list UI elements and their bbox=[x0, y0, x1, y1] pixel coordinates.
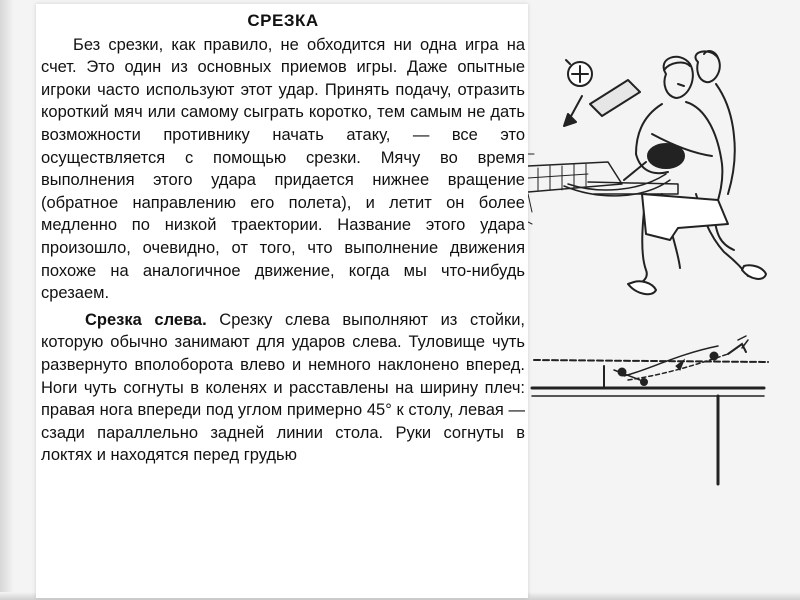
trajectory-diagram bbox=[532, 336, 768, 484]
text-panel bbox=[36, 4, 528, 598]
paragraph-body: Срезку слева выполняют из стойки, которую обычно занимают для ударов слева. Туловище чуть развернуто вполоборота влево и немного наклонено вперед. Ноги чуть согнуты в коленях и расставлены на ширину плеч: правая нога впереди под углом примерно 45° к столу, левая — сзади параллельно задней линии стола. Руки согнуты в локтях и находятся перед грудью bbox=[41, 310, 525, 465]
paragraph-intro: Без срезки, как правило, не обходится ни одна игра на счет. Это один из основных приемов игры. Даже опытные игроки часто используют этот удар. Принять подачу, отразить короткий мяч или самому сыграть коротко, тем самым не дать возможности противнику начать атаку, — все это осуществляется с помощью срезки. Мячу во время выполнения этого удара придается нижнее вращение (обратное направлению его полета), и летит он более медленно по низкой траектории. Название этого удара произошло, очевидно, от того, что выполнение движения похоже на аналогичное движение, когда мы что-нибудь срезаем. bbox=[41, 35, 525, 303]
slide-left-edge bbox=[0, 0, 14, 600]
stopwatch-icon bbox=[566, 60, 592, 86]
text-content bbox=[41, 10, 525, 467]
paragraph-heading: Срезка слева. bbox=[85, 310, 207, 329]
illustration-panel bbox=[528, 44, 788, 494]
page-title: СРЕЗКА bbox=[247, 11, 319, 30]
player-figure-drawing bbox=[528, 51, 766, 294]
paragraph-backhand-chop bbox=[41, 309, 525, 467]
